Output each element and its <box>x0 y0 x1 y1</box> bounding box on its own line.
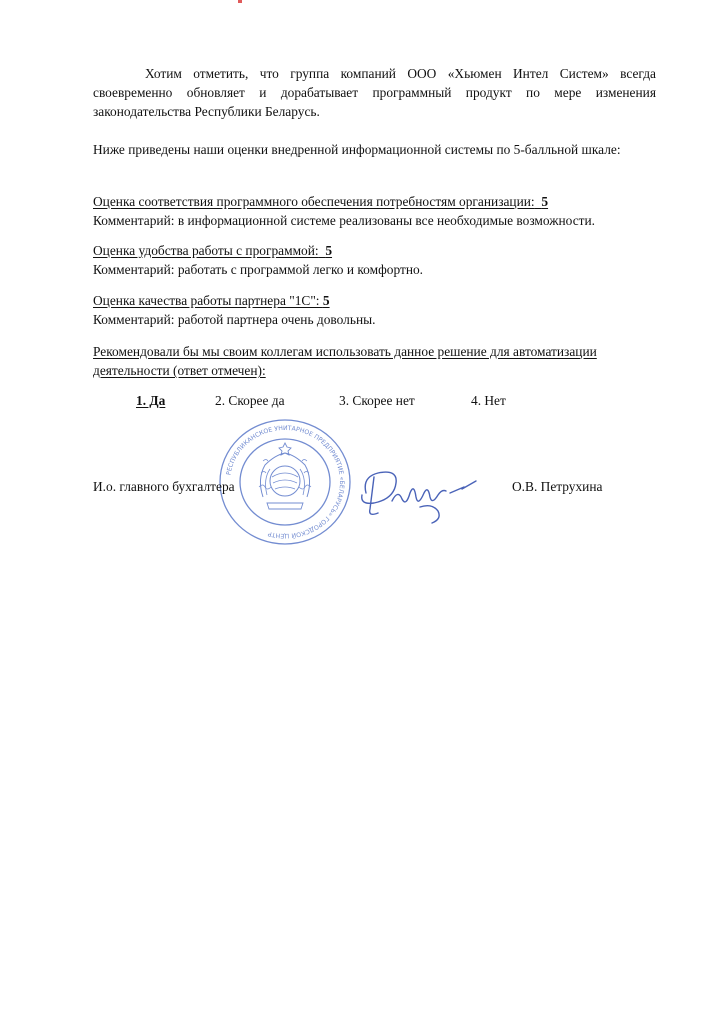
official-seal-stamp <box>217 417 353 547</box>
rating-score: 5 <box>322 293 330 308</box>
edge-mark <box>238 0 242 3</box>
option-rather-no: 3. Скорее нет <box>339 393 415 408</box>
rating-label: Оценка соответствия программного обеспечения потребностям организации: <box>93 194 535 209</box>
rating-block-partner <box>93 291 656 329</box>
rating-block-software <box>93 192 656 230</box>
option-no: 4. Нет <box>471 393 506 408</box>
recommend-question: Рекомендовали бы мы своим коллегам использовать данное решение для автоматизации деятельности (ответ отмечен): <box>93 344 597 378</box>
svg-text:РЕСПУБЛИКАНСКОЕ УНИТАРНОЕ ПРЕД <box>225 425 345 541</box>
rating-score: 5 <box>541 194 549 209</box>
seal-ring-text: РЕСПУБЛИКАНСКОЕ УНИТАРНОЕ ПРЕДПРИЯТИЕ «БЕЛАРУСЬ» ГОРОДСКОЙ ЦЕНТР <box>225 424 346 540</box>
option-rather-yes: 2. Скорее да <box>215 393 285 408</box>
handwritten-signature <box>352 463 482 525</box>
ratings-intro: Ниже приведены наши оценки внедренной информационной системы по 5-балльной шкале: <box>93 142 621 157</box>
option-yes-selected: 1. Да <box>136 393 166 408</box>
rating-comment: Комментарий: в информационной системе реализованы все необходимые возможности. <box>93 213 596 228</box>
intro-paragraph: Хотим отметить, что группа компаний ООО «Хьюмен Интел Систем» всегда своевременно обновляет и дорабатывает программный продукт по мере изменения законодательства Республики Беларусь. <box>93 66 656 119</box>
rating-score: 5 <box>325 243 333 258</box>
signatory-role: И.о. главного бухгалтера <box>93 479 235 494</box>
rating-block-usability <box>93 241 656 279</box>
signatory-name: О.В. Петрухина <box>512 479 603 494</box>
rating-label: Оценка качества работы партнера "1С": <box>93 293 320 308</box>
rating-comment: Комментарий: работой партнера очень довольны. <box>93 312 376 327</box>
rating-label: Оценка удобства работы с программой: <box>93 243 319 258</box>
rating-comment: Комментарий: работать с программой легко и комфортно. <box>93 262 424 277</box>
